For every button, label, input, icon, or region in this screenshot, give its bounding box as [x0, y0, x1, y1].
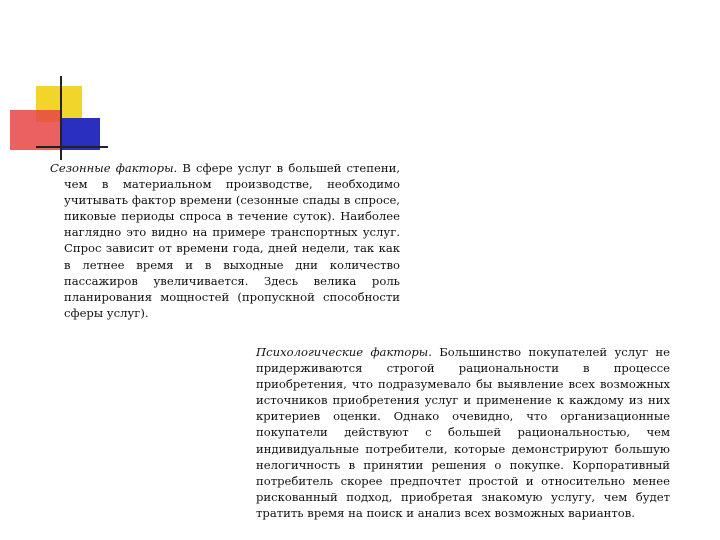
decorative-squares [0, 0, 110, 170]
psychological-factors-term: Психологические факторы [256, 345, 429, 359]
red-square [10, 110, 62, 150]
seasonal-factors-term: Сезонные факторы [50, 161, 174, 175]
horizontal-line [36, 146, 108, 148]
seasonal-factors-text: . В сфере услуг в большей степени, чем в материальном производстве, необходимо учитывать фактор времени (сезонные спады в спросе, пиковые периоды спроса в течение суток). Наиболее наглядно это видно на примере транспортных услуг. Спрос зависит от времени года, дней недели, так как в летнее время и в выходные дни количество пассажиров увеличивается. Здесь велика роль планирования мощностей (пропускной способности сферы услуг). [64, 161, 401, 320]
psychological-factors-paragraph [256, 344, 670, 521]
seasonal-factors-paragraph [50, 160, 400, 321]
psychological-factors-text: . Большинство покупателей услуг не придерживаются строгой рациональности в процессе приобретения, что подразумевало бы выявление всех возможных источников приобретения услуг и применение к каждому из них критериев оценки. Однако очевидно, что организационные покупатели действуют с большей рациональностью, чем индивидуальные потребители, которые демонстрируют большую нелогичность в принятии решения о покупке. Корпоративный потребитель скорее предпочтет простой и относительно менее рискованный подход, приобретая знакомую услугу, чем будет тратить время на поиск и анализ всех возможных вариантов. [256, 345, 671, 520]
